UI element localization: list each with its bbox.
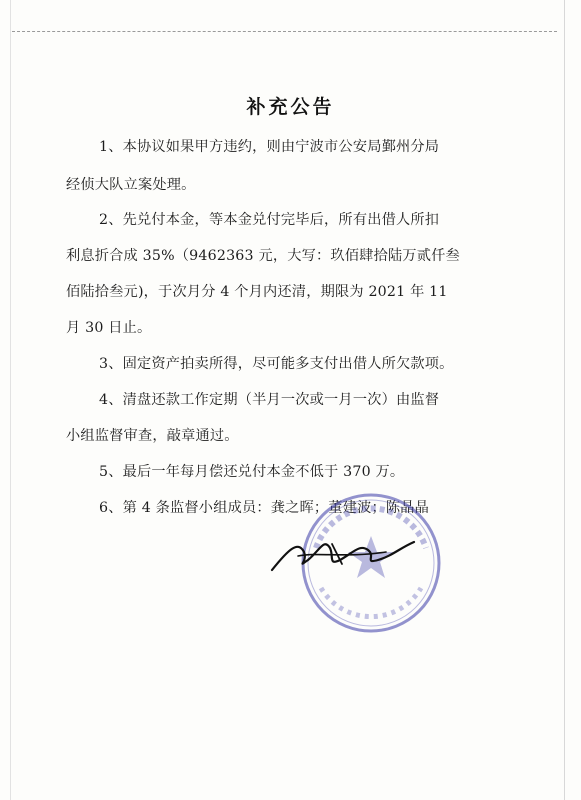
clause-4-line-1: 4、清盘还款工作定期（半月一次或一月一次）由监督 (99, 392, 440, 408)
clause-4-line-2: 小组监督审查，敲章通过。 (66, 428, 239, 444)
clause-2-line-2: 利息折合成 35%（9462363 元，大写：玖佰肆拾陆万贰仟叁 (66, 248, 460, 264)
clause-1-line-2: 经侦大队立案处理。 (66, 177, 196, 193)
clause-2-line-4: 月 30 日止。 (66, 320, 152, 336)
clause-1-line-1: 1、本协议如果甲方违约，则由宁波市公安局鄞州分局 (99, 139, 440, 155)
right-edge-rule (564, 0, 565, 800)
clause-3-line-1: 3、固定资产拍卖所得，尽可能多支付出借人所欠款项。 (99, 356, 454, 372)
clause-2-line-1: 2、先兑付本金，等本金兑付完毕后，所有出借人所扣 (99, 212, 440, 228)
document-title: 补充公告 (246, 96, 335, 118)
left-edge-rule (10, 0, 11, 800)
handwritten-signature (268, 530, 418, 580)
clause-6-line-1: 6、第 4 条监督小组成员：龚之晖；董建波；陈晶晶 (99, 500, 430, 516)
clause-2-line-3: 佰陆拾叁元)，于次月分 4 个月内还清，期限为 2021 年 11 (66, 284, 448, 300)
top-dashed-rule (12, 31, 557, 32)
clause-5-line-1: 5、最后一年每月偿还兑付本金不低于 370 万。 (99, 464, 405, 480)
